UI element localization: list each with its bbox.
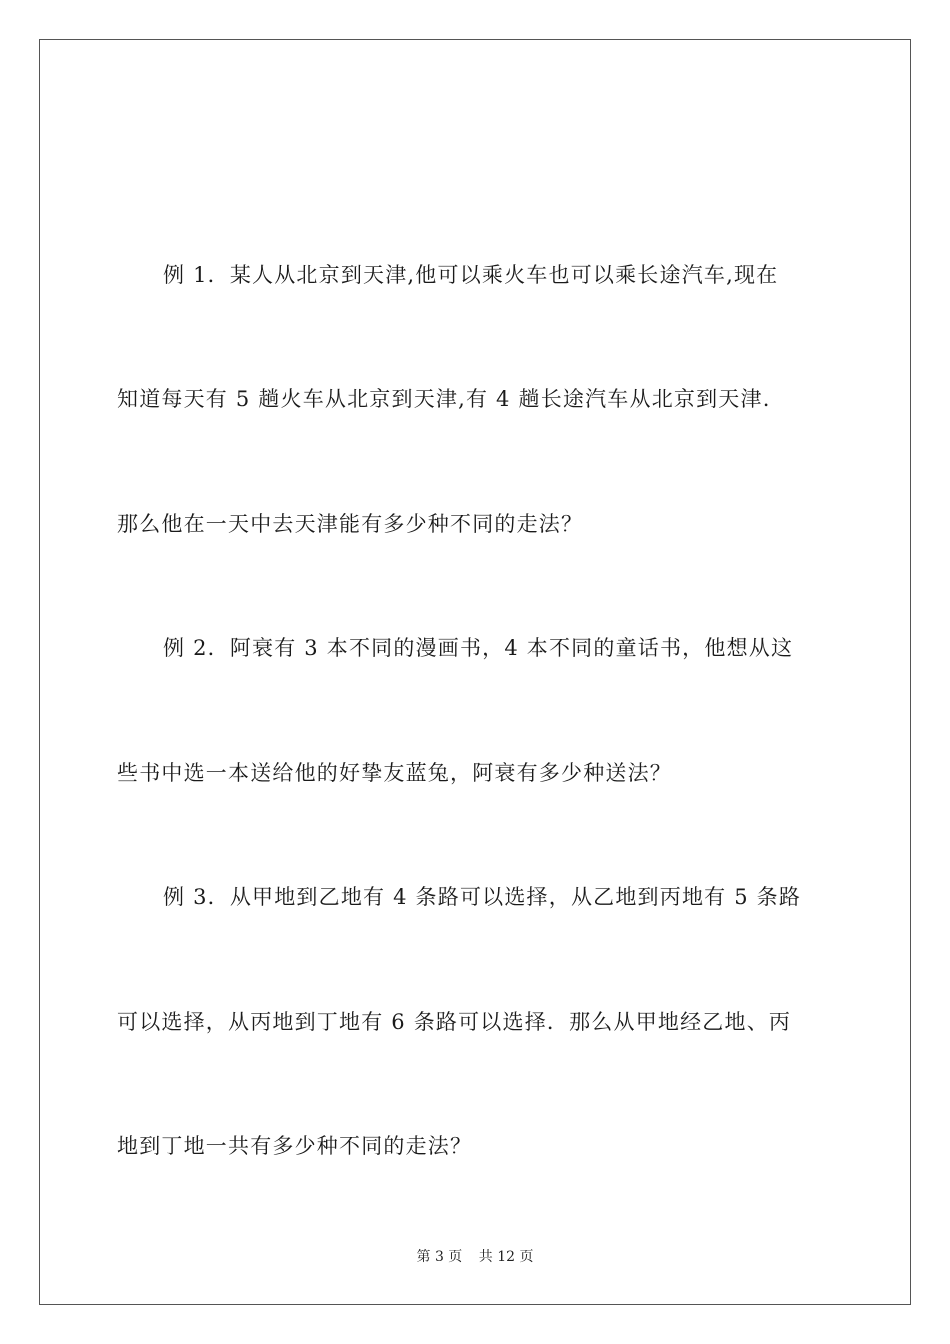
example-2-line-2: 些书中选一本送给他的好挚友蓝兔，阿衰有多少种送法？ — [117, 761, 672, 785]
example-3-line-3: 地到丁地一共有多少种不同的走法？ — [117, 1134, 473, 1158]
example-1-line-1: 例 1．某人从北京到天津,他可以乘火车也可以乘长途汽车,现在 — [163, 263, 779, 287]
example-1-line-2: 知道每天有 5 趟火车从北京到天津,有 4 趟长途汽车从北京到天津. — [117, 387, 771, 411]
page-number-current: 第 3 页 — [416, 1249, 463, 1265]
example-1-line-3: 那么他在一天中去天津能有多少种不同的走法？ — [117, 512, 584, 536]
page-number-total: 共 12 页 — [478, 1249, 534, 1265]
example-2-line-1: 例 2．阿衰有 3 本不同的漫画书，4 本不同的童话书，他想从这 — [163, 636, 794, 660]
example-3-line-2: 可以选择，从丙地到丁地有 6 条路可以选择．那么从甲地经乙地、丙 — [117, 1010, 792, 1034]
example-3-line-1: 例 3．从甲地到乙地有 4 条路可以选择，从乙地到丙地有 5 条路 — [163, 885, 802, 909]
page-border — [39, 39, 911, 1305]
page-footer — [0, 1248, 950, 1266]
